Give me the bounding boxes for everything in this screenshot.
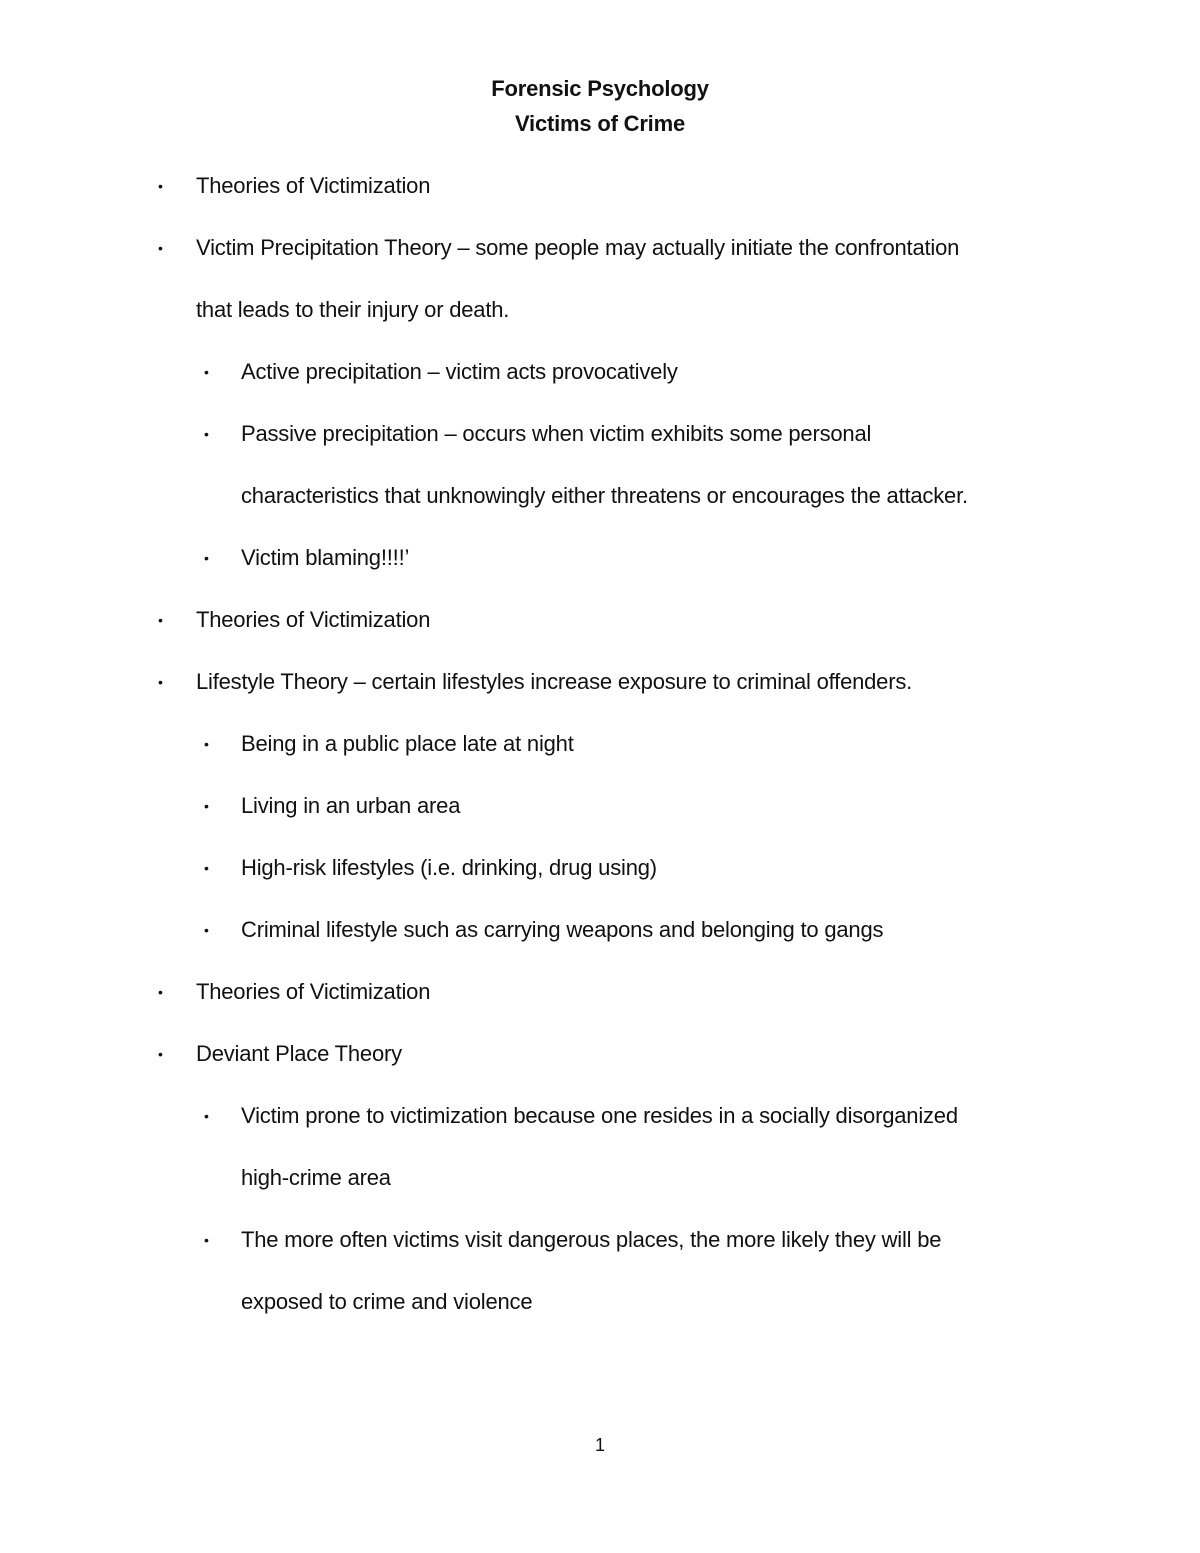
list-item-text: The more often victims visit dangerous places, the more likely they will be bbox=[241, 1227, 942, 1252]
document-subtitle: Victims of Crime bbox=[514, 111, 685, 136]
page-number: 1 bbox=[594, 1435, 605, 1455]
list-item bbox=[158, 589, 431, 651]
list-subitem bbox=[204, 403, 872, 465]
bullet-icon: • bbox=[204, 922, 209, 938]
list-item-text: Lifestyle Theory – certain lifestyles increase exposure to criminal offenders. bbox=[196, 669, 913, 694]
list-item-continuation: high-crime area bbox=[241, 1165, 391, 1190]
bullet-icon: • bbox=[204, 736, 209, 752]
bullet-icon: • bbox=[158, 984, 163, 1000]
list-item-text: Victim blaming!!!!’ bbox=[241, 545, 410, 570]
list-item-continuation: characteristics that unknowingly either threatens or encourages the attacker. bbox=[241, 483, 968, 508]
list-subitem bbox=[204, 837, 657, 899]
list-item-text: Criminal lifestyle such as carrying weapons and belonging to gangs bbox=[241, 917, 884, 942]
list-subitem bbox=[204, 1085, 958, 1147]
bullet-icon: • bbox=[204, 364, 209, 380]
list-item-text: Theories of Victimization bbox=[196, 607, 431, 632]
bullet-icon: • bbox=[204, 1232, 209, 1248]
bullet-icon: • bbox=[158, 240, 163, 256]
bullet-icon: • bbox=[158, 612, 163, 628]
bullet-icon: • bbox=[204, 860, 209, 876]
list-item bbox=[158, 1023, 402, 1085]
list-item-text: Theories of Victimization bbox=[196, 173, 431, 198]
list-item bbox=[158, 217, 960, 279]
bullet-icon: • bbox=[158, 1046, 163, 1062]
list-item bbox=[158, 651, 913, 713]
list-subitem bbox=[204, 527, 410, 589]
list-item-text: Living in an urban area bbox=[241, 793, 461, 818]
list-item-text: Deviant Place Theory bbox=[196, 1041, 402, 1066]
list-subitem bbox=[204, 1209, 942, 1271]
list-item bbox=[158, 961, 431, 1023]
list-subitem bbox=[204, 899, 884, 961]
document-title: Forensic Psychology bbox=[491, 76, 709, 101]
list-item-text: Theories of Victimization bbox=[196, 979, 431, 1004]
bullet-icon: • bbox=[158, 674, 163, 690]
bullet-icon: • bbox=[204, 798, 209, 814]
list-subitem bbox=[204, 775, 461, 837]
list-subitem bbox=[204, 341, 678, 403]
list-item bbox=[158, 155, 431, 217]
list-item-continuation: exposed to crime and violence bbox=[241, 1289, 533, 1314]
list-item-text: Being in a public place late at night bbox=[241, 731, 574, 756]
bullet-icon: • bbox=[158, 178, 163, 194]
list-item-text: Victim Precipitation Theory – some people may actually initiate the confrontation bbox=[196, 235, 960, 260]
list-item-text: Passive precipitation – occurs when victim exhibits some personal bbox=[241, 421, 872, 446]
list-item-continuation: that leads to their injury or death. bbox=[196, 297, 510, 322]
list-subitem bbox=[204, 713, 574, 775]
bullet-icon: • bbox=[204, 550, 209, 566]
list-item-text: Active precipitation – victim acts provocatively bbox=[241, 359, 678, 384]
list-item-text: High-risk lifestyles (i.e. drinking, drug using) bbox=[241, 855, 657, 880]
bullet-icon: • bbox=[204, 426, 209, 442]
bullet-icon: • bbox=[204, 1108, 209, 1124]
list-item-text: Victim prone to victimization because one resides in a socially disorganized bbox=[241, 1103, 958, 1128]
